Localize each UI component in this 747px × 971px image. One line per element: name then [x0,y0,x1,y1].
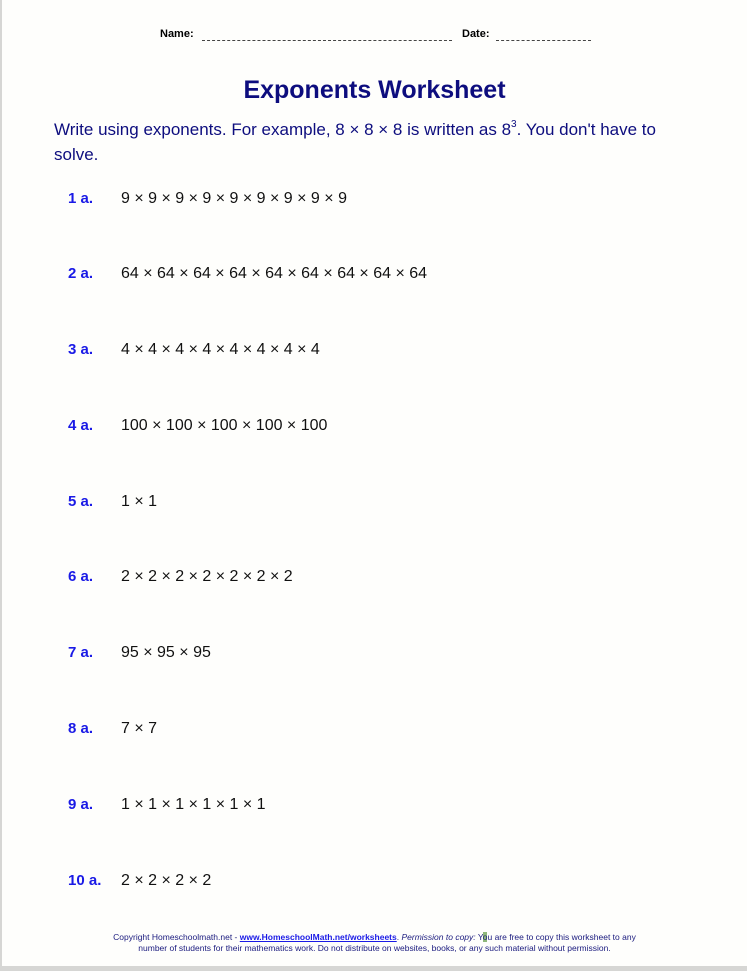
problem-expression: 100 × 100 × 100 × 100 × 100 [121,417,328,434]
problem-number: 9 a. [68,796,94,813]
problem-expression: 7 × 7 [121,720,158,737]
footer-line-1 [2,932,747,943]
problem-expression: 2 × 2 × 2 × 2 [121,872,212,889]
problem-item [2,417,747,439]
problem-item [2,190,747,212]
footer-separator: . [396,932,402,942]
problem-number: 8 a. [68,720,94,737]
problem-expression: 64 × 64 × 64 × 64 × 64 × 64 × 64 × 64 × 64 [121,265,428,282]
problem-expression: 1 × 1 × 1 × 1 × 1 × 1 [121,796,266,813]
worksheets-link[interactable]: www.HomeschoolMath.net/worksheets [239,932,397,942]
problem-expression: 95 × 95 × 95 [121,644,211,661]
problem-item [2,568,747,590]
problem-expression: 1 × 1 [121,493,158,510]
problem-item [2,644,747,666]
problem-item [2,341,747,363]
problem-item [2,493,747,515]
date-blank [496,40,591,41]
copyright-text: Copyright Homeschoolmath.net - [113,932,240,942]
permission-text: u are free to copy this worksheet to any [487,932,636,942]
instructions-exponent: 3 [511,119,517,130]
problem-number: 3 a. [68,341,94,358]
instructions [54,119,694,166]
problem-number: 2 a. [68,265,94,282]
problem-item [2,720,747,742]
permission-text-start: Y [475,932,483,942]
name-label: Name: [160,28,194,40]
problem-item [2,265,747,287]
instructions-text-after: . You don't have to solve. [54,120,656,164]
instructions-text-before: Write using exponents. For example, 8 × 8 × 8 is written as 8 [54,120,512,139]
page-title: Exponents Worksheet [243,76,506,104]
problem-number: 7 a. [68,644,94,661]
problem-item [2,872,747,894]
text-cursor-highlight: o [482,932,488,942]
permission-label: Permission to copy: [401,932,476,942]
problem-number: 5 a. [68,493,94,510]
footer [2,932,747,954]
worksheet-page [2,0,747,966]
problem-number: 6 a. [68,568,94,585]
problem-number: 1 a. [68,190,94,207]
problem-expression: 4 × 4 × 4 × 4 × 4 × 4 × 4 × 4 [121,341,320,358]
problem-number: 4 a. [68,417,94,434]
problem-item [2,796,747,818]
name-blank [202,40,452,41]
problem-expression: 9 × 9 × 9 × 9 × 9 × 9 × 9 × 9 × 9 [121,190,347,207]
problem-expression: 2 × 2 × 2 × 2 × 2 × 2 × 2 [121,568,293,585]
problem-number: 10 a. [68,872,102,889]
date-label: Date: [462,28,490,40]
footer-line-2: number of students for their mathematics work. Do not distribute on websites, books, or any such material without permission. [138,943,611,953]
